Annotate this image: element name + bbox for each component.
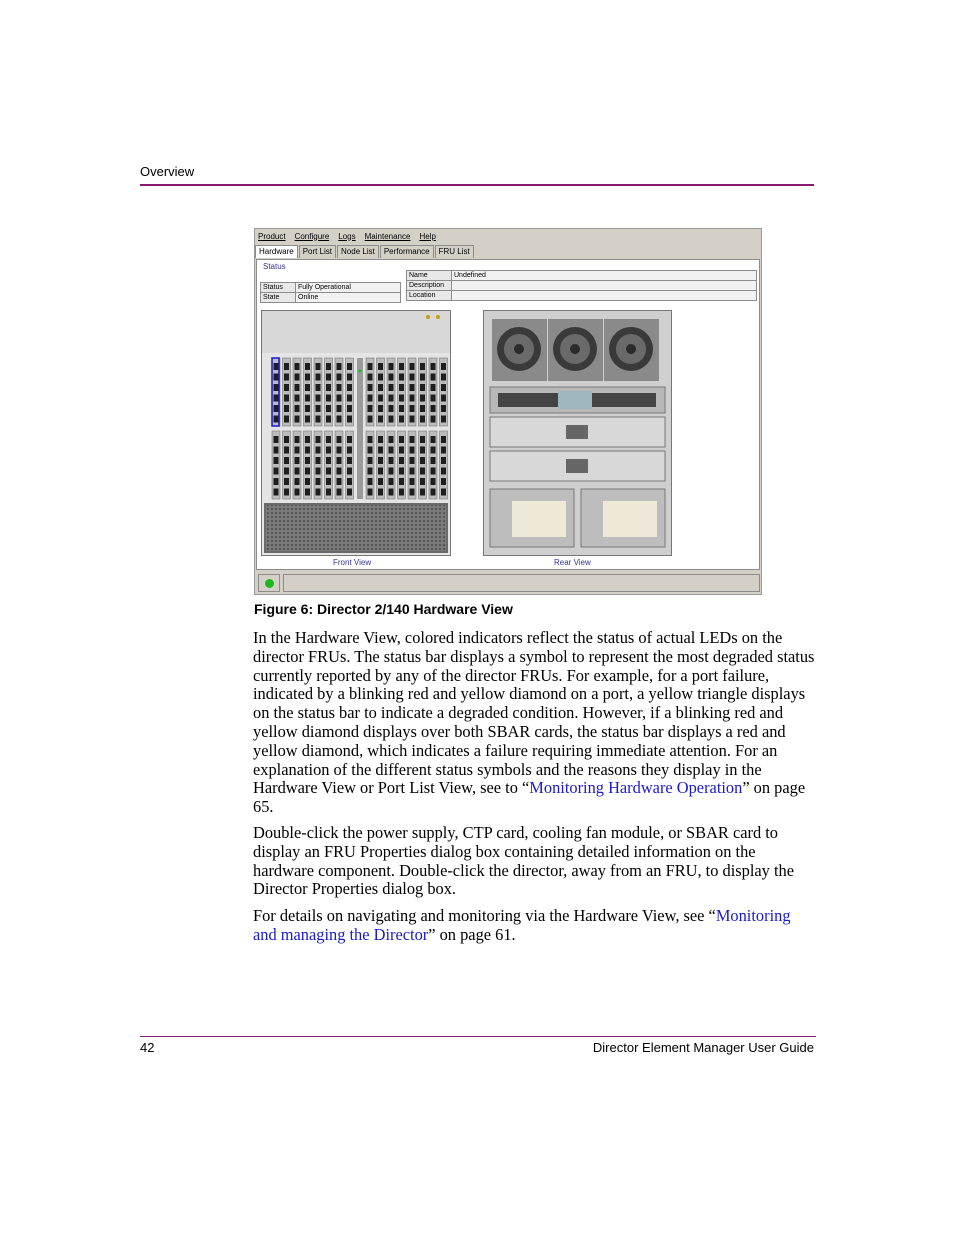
- paragraph-3-text: For details on navigating and monitoring via the Hardware View, see “: [253, 906, 716, 925]
- director-rear-view[interactable]: [483, 310, 672, 556]
- monitoring-hardware-operation-link[interactable]: Monitoring Hardware Operation: [529, 778, 743, 798]
- location-value[interactable]: [452, 291, 757, 301]
- tab-performance[interactable]: Performance: [380, 245, 434, 258]
- paragraph-3: [253, 907, 818, 945]
- hardware-panel: [256, 259, 760, 570]
- tab-hardware[interactable]: Hardware: [255, 245, 298, 258]
- monitoring-and-managing-link[interactable]: Monitoring and managing the Director: [253, 906, 791, 944]
- header-rule: [140, 184, 814, 186]
- table-row: [261, 293, 401, 303]
- name-label: Name: [407, 271, 452, 281]
- director-front-view[interactable]: [261, 310, 451, 556]
- tab-port-list[interactable]: Port List: [299, 245, 336, 258]
- view-tabs: [255, 245, 475, 258]
- front-view-illustration: [262, 311, 450, 555]
- paragraph-1-tail: ” on page 65.: [253, 778, 806, 817]
- status-label: Status: [261, 283, 296, 293]
- table-row: [407, 271, 757, 281]
- status-value: Fully Operational: [296, 283, 401, 293]
- menu-maintenance[interactable]: Maintenance: [364, 231, 411, 241]
- paragraph-1: [253, 629, 818, 817]
- figure-caption: Figure 6: Director 2/140 Hardware View: [254, 601, 513, 617]
- rear-view-label: Rear View: [554, 558, 591, 567]
- paragraph-2-text: Double-click the power supply, CTP card, cooling fan module, or SBAR card to display an FRU Properties dialog box containing detailed information on the hardware component. Double-click the director, away from an FRU, to display the Director Properties dialog box.: [253, 823, 794, 899]
- description-label: Description: [407, 281, 452, 291]
- status-led-box[interactable]: [258, 574, 280, 592]
- page-number: 42: [140, 1040, 155, 1055]
- menu-configure[interactable]: Configure: [294, 231, 330, 241]
- header-section-title: Overview: [140, 164, 195, 179]
- paragraph-2: [253, 824, 818, 899]
- menu-help[interactable]: Help: [419, 231, 436, 241]
- menu-product[interactable]: Product: [258, 231, 286, 241]
- status-bar: [256, 572, 760, 592]
- fan-module: [492, 319, 659, 381]
- info-table: [406, 270, 757, 301]
- front-view-label: Front View: [333, 558, 372, 567]
- table-row: [261, 283, 401, 293]
- table-row: [407, 281, 757, 291]
- menu-bar: [255, 229, 764, 243]
- state-label: State: [261, 293, 296, 303]
- paragraph-3-tail: ” on page 61.: [428, 924, 516, 944]
- paragraph-1-text: In the Hardware View, colored indicators reflect the status of actual LEDs on the director FRUs. The status bar displays a symbol to represent the most degraded status currently reported by any of the director FRUs. For example, for a port failure, indicated by a blinking red and yellow diamond on a port, a yellow triangle displays on the status bar to indicate a degraded condition. However, if a blinking red and yellow diamond displays over both SBAR cards, the status bar displays a red and yellow diamond, which indicates a failure requiring immediate attention. For an explanation of the different status symbols and the reasons they display in the Hardware View or Port List View, see to “: [253, 628, 815, 798]
- footer-rule: [140, 1036, 816, 1037]
- name-value[interactable]: Undefined: [452, 271, 757, 281]
- description-value[interactable]: [452, 281, 757, 291]
- status-message-box: [283, 574, 760, 592]
- footer-title: Director Element Manager User Guide: [592, 1040, 814, 1055]
- hardware-view-screenshot: [254, 228, 762, 595]
- location-label: Location: [407, 291, 452, 301]
- state-value: Online: [296, 293, 401, 303]
- status-group-title: Status: [263, 262, 286, 271]
- table-row: [407, 291, 757, 301]
- rear-view-illustration: [484, 311, 671, 555]
- tab-fru-list[interactable]: FRU List: [435, 245, 474, 258]
- tab-node-list[interactable]: Node List: [337, 245, 379, 258]
- status-ok-icon: [265, 579, 274, 588]
- status-table: [260, 282, 401, 303]
- menu-logs[interactable]: Logs: [338, 231, 356, 241]
